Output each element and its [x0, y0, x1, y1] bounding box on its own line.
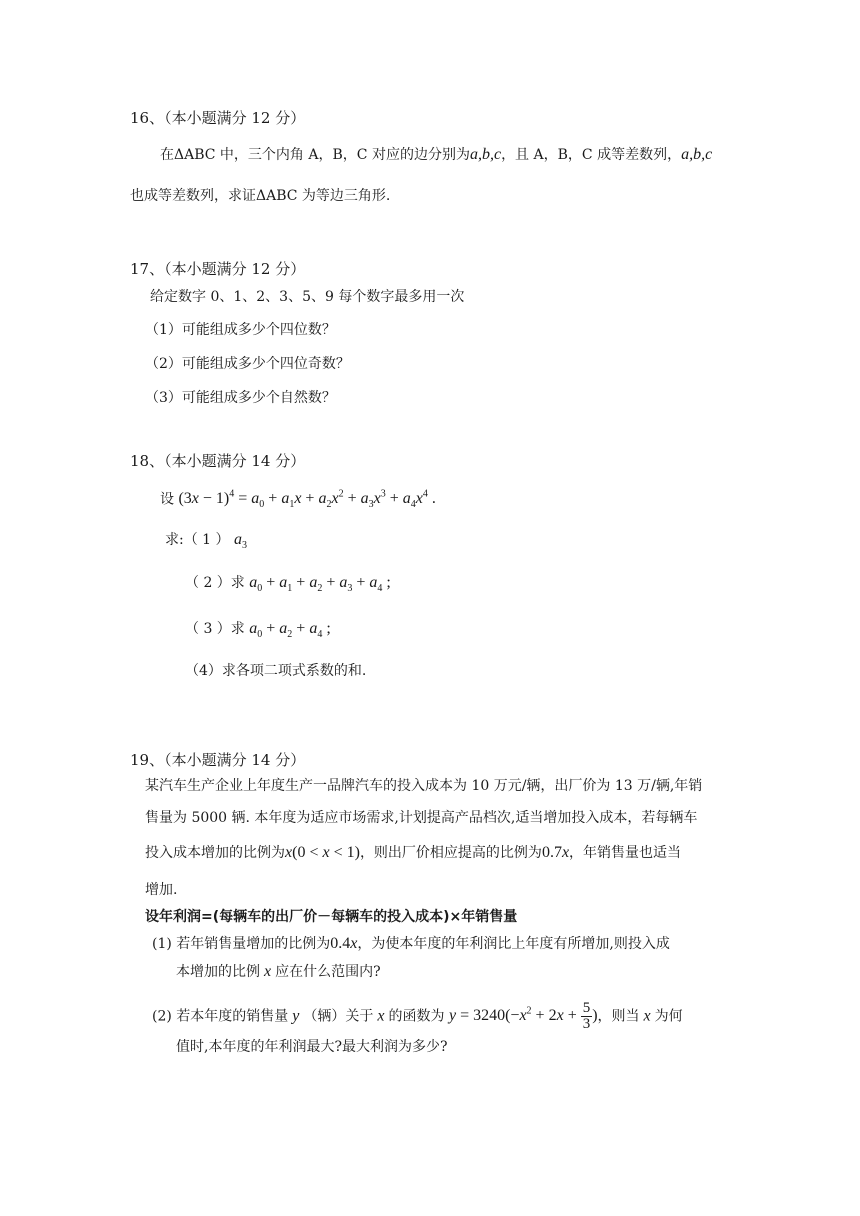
q19-para-line3-c: ，年销售量也适当 — [569, 845, 682, 861]
q19-para-line1: 某汽车生产企业上年度生产一品牌汽车的投入成本为 10 万元/辆，出厂价为 13 万/辆,年销 — [145, 778, 703, 794]
q19-sub2-line1 — [152, 997, 683, 1032]
q19-sub2-c: 的函数为 — [388, 1008, 445, 1025]
q19-sub1-b: ，为使本年度的年利润比上年度有所增加,则投入成 — [357, 936, 670, 952]
q18-item-4: （4）求各项二项式系数的和. — [185, 663, 367, 679]
q19-sub1-a: (1) 若年销售量增加的比例为 — [152, 936, 331, 952]
q18-item-2-math: $a_0 + a_1 + a_2 + a_3 + a_4$ ; — [249, 574, 391, 595]
q19-profit-formula: 设年利润=(每辆车的出厂价－每辆车的投入成本)×年销售量 — [145, 909, 518, 925]
q18-heading: 18、（本小题满分 14 分） — [130, 452, 306, 470]
q19-x-var: x — [260, 963, 276, 980]
q18-item-3 — [185, 619, 331, 645]
q17-item-2: （2）可能组成多少个四位奇数？ — [145, 356, 350, 372]
q19-ratio-range-math: x(0 < x < 1) — [285, 844, 360, 861]
q19-para-line3-a: 投入成本增加的比例为 — [145, 845, 285, 861]
q18-set-label: 设 — [160, 491, 174, 508]
q18-ask-label: 求:（ 1 ） — [165, 532, 230, 548]
q16-heading: 16、（本小题满分 12 分） — [130, 109, 306, 127]
q19-heading: 19、（本小题满分 14 分） — [130, 751, 306, 769]
q19-sub2-a: (2) 若本年度的销售量 — [152, 1008, 289, 1025]
q19-price-ratio-math: 0.7x — [541, 844, 570, 861]
q18-item-3-label: （ 3 ）求 — [185, 621, 245, 637]
q19-sub1-d: 应在什么范围内? — [275, 964, 381, 980]
q19-sub2-d: ，则当 — [597, 1008, 640, 1025]
q17-item-1: （1）可能组成多少个四位数？ — [145, 322, 336, 338]
q19-x-var-3: x — [639, 1007, 655, 1025]
q16-sides-math: a,b,c — [469, 146, 502, 163]
q19-sales-function-math: $y = 3240(-x^2 + 2x$ + $\frac{5}{3}$ ) — [448, 1000, 598, 1033]
q16-line2: 也成等差数列，求证ΔABC 为等边三角形. — [130, 188, 391, 204]
q18-item-2-label: （ 2 ）求 — [185, 575, 245, 591]
q17-intro: 给定数字 0、1、2、3、5、9 每个数字最多用一次 — [150, 289, 465, 305]
q18-item-2 — [185, 573, 391, 599]
q18-item-1-math: $a_3$ — [233, 531, 247, 552]
q19-y-var: y — [288, 1007, 304, 1025]
q16-line1 — [160, 145, 712, 165]
q19-fraction: $\frac{5}{3}$ — [582, 1000, 591, 1033]
q17-item-3: （3）可能组成多少个自然数？ — [145, 390, 336, 406]
q19-para-line3 — [145, 843, 681, 863]
q19-sub2-line2: 值时,本年度的年利润最大?最大利润为多少? — [176, 1039, 448, 1055]
q19-sub1-c: 本增加的比例 — [176, 964, 260, 980]
q19-x-var-2: x — [373, 1007, 389, 1025]
q16-sides-math-2: a,b,c — [681, 146, 713, 163]
q17-heading: 17、（本小题满分 12 分） — [130, 260, 306, 278]
q16-line1-text-b: ，且 A，B，C 成等差数列， — [501, 147, 682, 163]
q18-expansion-formula: $(3x - 1)^4 = a_0 + a_1x + a_2x^2 + a_3x^3 + a_4x^4$ . — [178, 489, 436, 511]
q18-expansion — [160, 485, 436, 516]
q16-line1-text-a: 在ΔABC 中，三个内角 A，B，C 对应的边分别为 — [160, 147, 470, 163]
q19-sub2-b: （辆）关于 — [303, 1008, 374, 1025]
q18-item-1 — [165, 530, 247, 556]
q19-sub1-line2 — [176, 962, 381, 982]
q19-para-line3-b: ，则出厂价相应提高的比例为 — [359, 845, 542, 861]
q19-sub1-line1 — [152, 934, 670, 954]
q18-item-3-math: $a_0 + a_2 + a_4$ ; — [249, 620, 331, 641]
q19-para-line2: 售量为 5000 辆. 本年度为适应市场需求,计划提高产品档次,适当增加投入成本，若每辆车 — [145, 810, 698, 826]
q19-sales-ratio-math: 0.4x — [330, 935, 358, 952]
q19-sub2-e: 为何 — [654, 1008, 683, 1025]
q19-para-line4: 增加. — [145, 882, 178, 898]
